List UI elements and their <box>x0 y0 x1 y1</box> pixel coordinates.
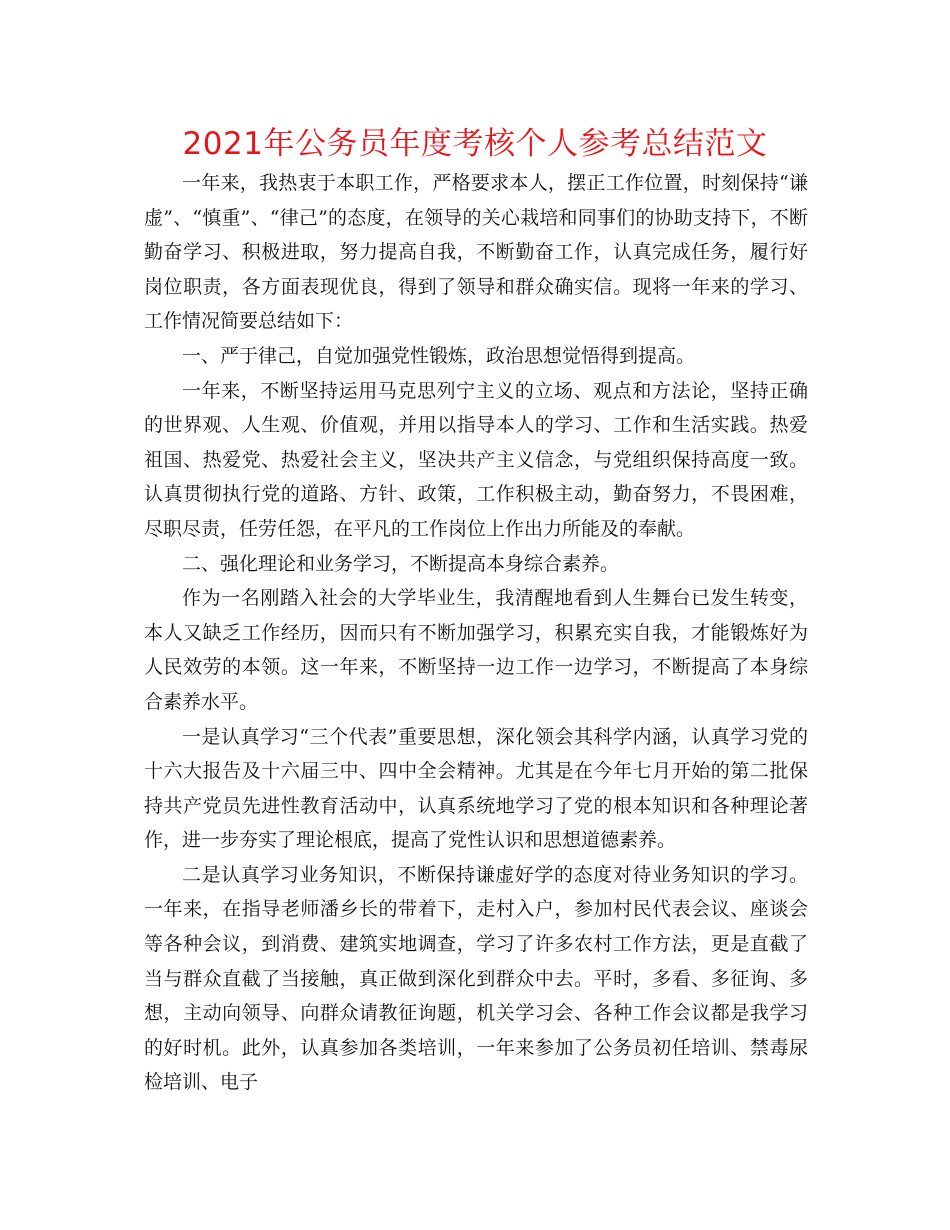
heading-section-2: 二、强化理论和业务学习，不断提高本身综合素养。 <box>182 552 620 575</box>
paragraph-point-1: 一是认真学习“三个代表”重要思想，深化领会其科学内涵，认真学习党的十六大报告及十六届三中、四中全会精神。尤其是在今年七月开始的第二批保持共产党员先进性教育活动中，认真系统地学习了党的根本知识和各种理论著作，进一步夯实了理论根底，提高了党性认识和思想道德素养。 <box>144 725 808 852</box>
paragraph-intro: 一年来，我热衷于本职工作，严格要求本人，摆正工作位置，时刻保持“谦虚”、“慎重”、“律己”的态度，在领导的关心栽培和同事们的协助支持下，不断勤奋学习、积极进取，努力提高自我，不断勤奋工作，认真完成任务，履行好岗位职责，各方面表现优良，得到了领导和群众确实信。现将一年来的学习、工作情况简要总结如下： <box>144 172 808 333</box>
heading-section-1: 一、严于律己，自觉加强党性锻炼，政治思想觉悟得到提高。 <box>182 344 696 367</box>
paragraph-section-2: 作为一名刚踏入社会的大学毕业生，我清醒地看到人生舞台已发生转变，本人又缺乏工作经历，因而只有不断加强学习，积累充实自我，才能锻炼好为人民效劳的本领。这一年来，不断坚持一边工作一边学习，不断提高了本身综合素养水平。 <box>144 587 808 713</box>
document-body <box>144 166 808 1100</box>
document-title: 2021年公务员年度考核个人参考总结范文 <box>182 126 768 162</box>
paragraph-section-1: 一年来，不断坚持运用马克思列宁主义的立场、观点和方法论，坚持正确的世界观、人生观、价值观，并用以指导本人的学习、工作和生活实践。热爱祖国、热爱党、热爱社会主义，坚决共产主义信念，与党组织保持高度一致。认真贯彻执行党的道路、方针、政策，工作积极主动，勤奋努力，不畏困难，尽职尽责，任劳任怨，在平凡的工作岗位上作出力所能及的奉献。 <box>144 379 808 540</box>
paragraph-point-2: 二是认真学习业务知识，不断保持谦虚好学的态度对待业务知识的学习。一年来，在指导老师潘乡长的带着下，走村入户，参加村民代表会议、座谈会等各种会议，到消费、建筑实地调查，学习了许多农村工作方法，更是直截了当与群众直截了当接触，真正做到深化到群众中去。平时，多看、多征询、多想，主动向领导、向群众请教征询题，机关学习会、各种工作会议都是我学习的好时机。此外，认真参加各类培训，一年来参加了公务员初任培训、禁毒尿检培训、电子 <box>144 863 808 1094</box>
